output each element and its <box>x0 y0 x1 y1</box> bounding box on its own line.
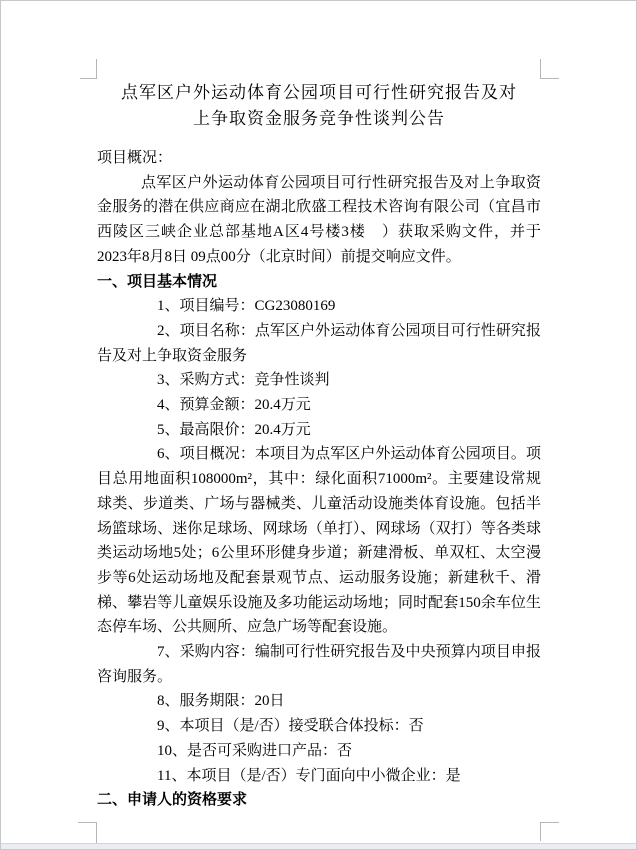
crop-mark-bottom-left <box>78 822 97 843</box>
item-budget-amount: 4、预算金额：20.4万元 <box>157 397 311 414</box>
item-procurement-content: 7、采购内容：编制可行性研究报告及中央预算内项目申报咨询服务。 <box>97 644 541 685</box>
document-body <box>97 78 541 813</box>
item-consortium-bid: 9、本项目（是/否）接受联合体投标：否 <box>157 718 424 735</box>
section-heading-basic-info: 一、项目基本情况 <box>97 273 218 290</box>
overview-paragraph: 点军区户外运动体育公园项目可行性研究报告及对上争取资金服务的潜在供应商应在湖北欣盛工程技术咨询有限公司（宜昌市西陵区三峡企业总部基地A区4号楼3楼 ）获取采购文件，并于2023年8月8日 09点00分（北京时间）前提交响应文件。 <box>97 174 541 265</box>
item-service-period: 8、服务期限：20日 <box>157 693 285 710</box>
crop-mark-bottom-right <box>540 822 559 841</box>
item-sme-oriented: 11、本项目（是/否）专门面向中小微企业：是 <box>157 767 461 784</box>
item-max-price: 5、最高限价：20.4万元 <box>157 421 311 438</box>
section-heading-qualification: 二、申请人的资格要求 <box>97 792 248 809</box>
item-project-name: 2、项目名称：点军区户外运动体育公园项目可行性研究报告及对上争取资金服务 <box>97 322 541 364</box>
item-project-number: 1、项目编号：CG23080169 <box>157 298 336 315</box>
item-imported-products: 10、是否可采购进口产品：否 <box>157 742 353 759</box>
item-procurement-method: 3、采购方式：竞争性谈判 <box>157 372 330 389</box>
item-project-overview: 6、项目概况：本项目为点军区户外运动体育公园项目。项目总用地面积108000m²，其中：绿化面积71000m²。主要建设常规球类、步道类、广场与器械类、儿童活动设施类体育设施。包括半场篮球场、迷你足球场、网球场（单打）、网球场（双打）等各类球类运动场地5处；6公里环形健身步道；新建滑板、单双杠、太空漫步等6处运动场地及配套景观节点、运动服务设施；新建秋千、滑梯、攀岩等儿童娱乐设施及多功能运动场地；同时配套150余车位生态停车场、公共厕所、应急广场等配套设施。 <box>97 446 541 636</box>
document-page <box>1 1 636 844</box>
overview-label: 项目概况： <box>97 150 173 166</box>
crop-mark-top-right <box>540 59 559 79</box>
crop-mark-top-left <box>80 59 97 79</box>
document-title: 点军区户外运动体育公园项目可行性研究报告及对上争取资金服务竞争性谈判公告 <box>121 83 517 128</box>
